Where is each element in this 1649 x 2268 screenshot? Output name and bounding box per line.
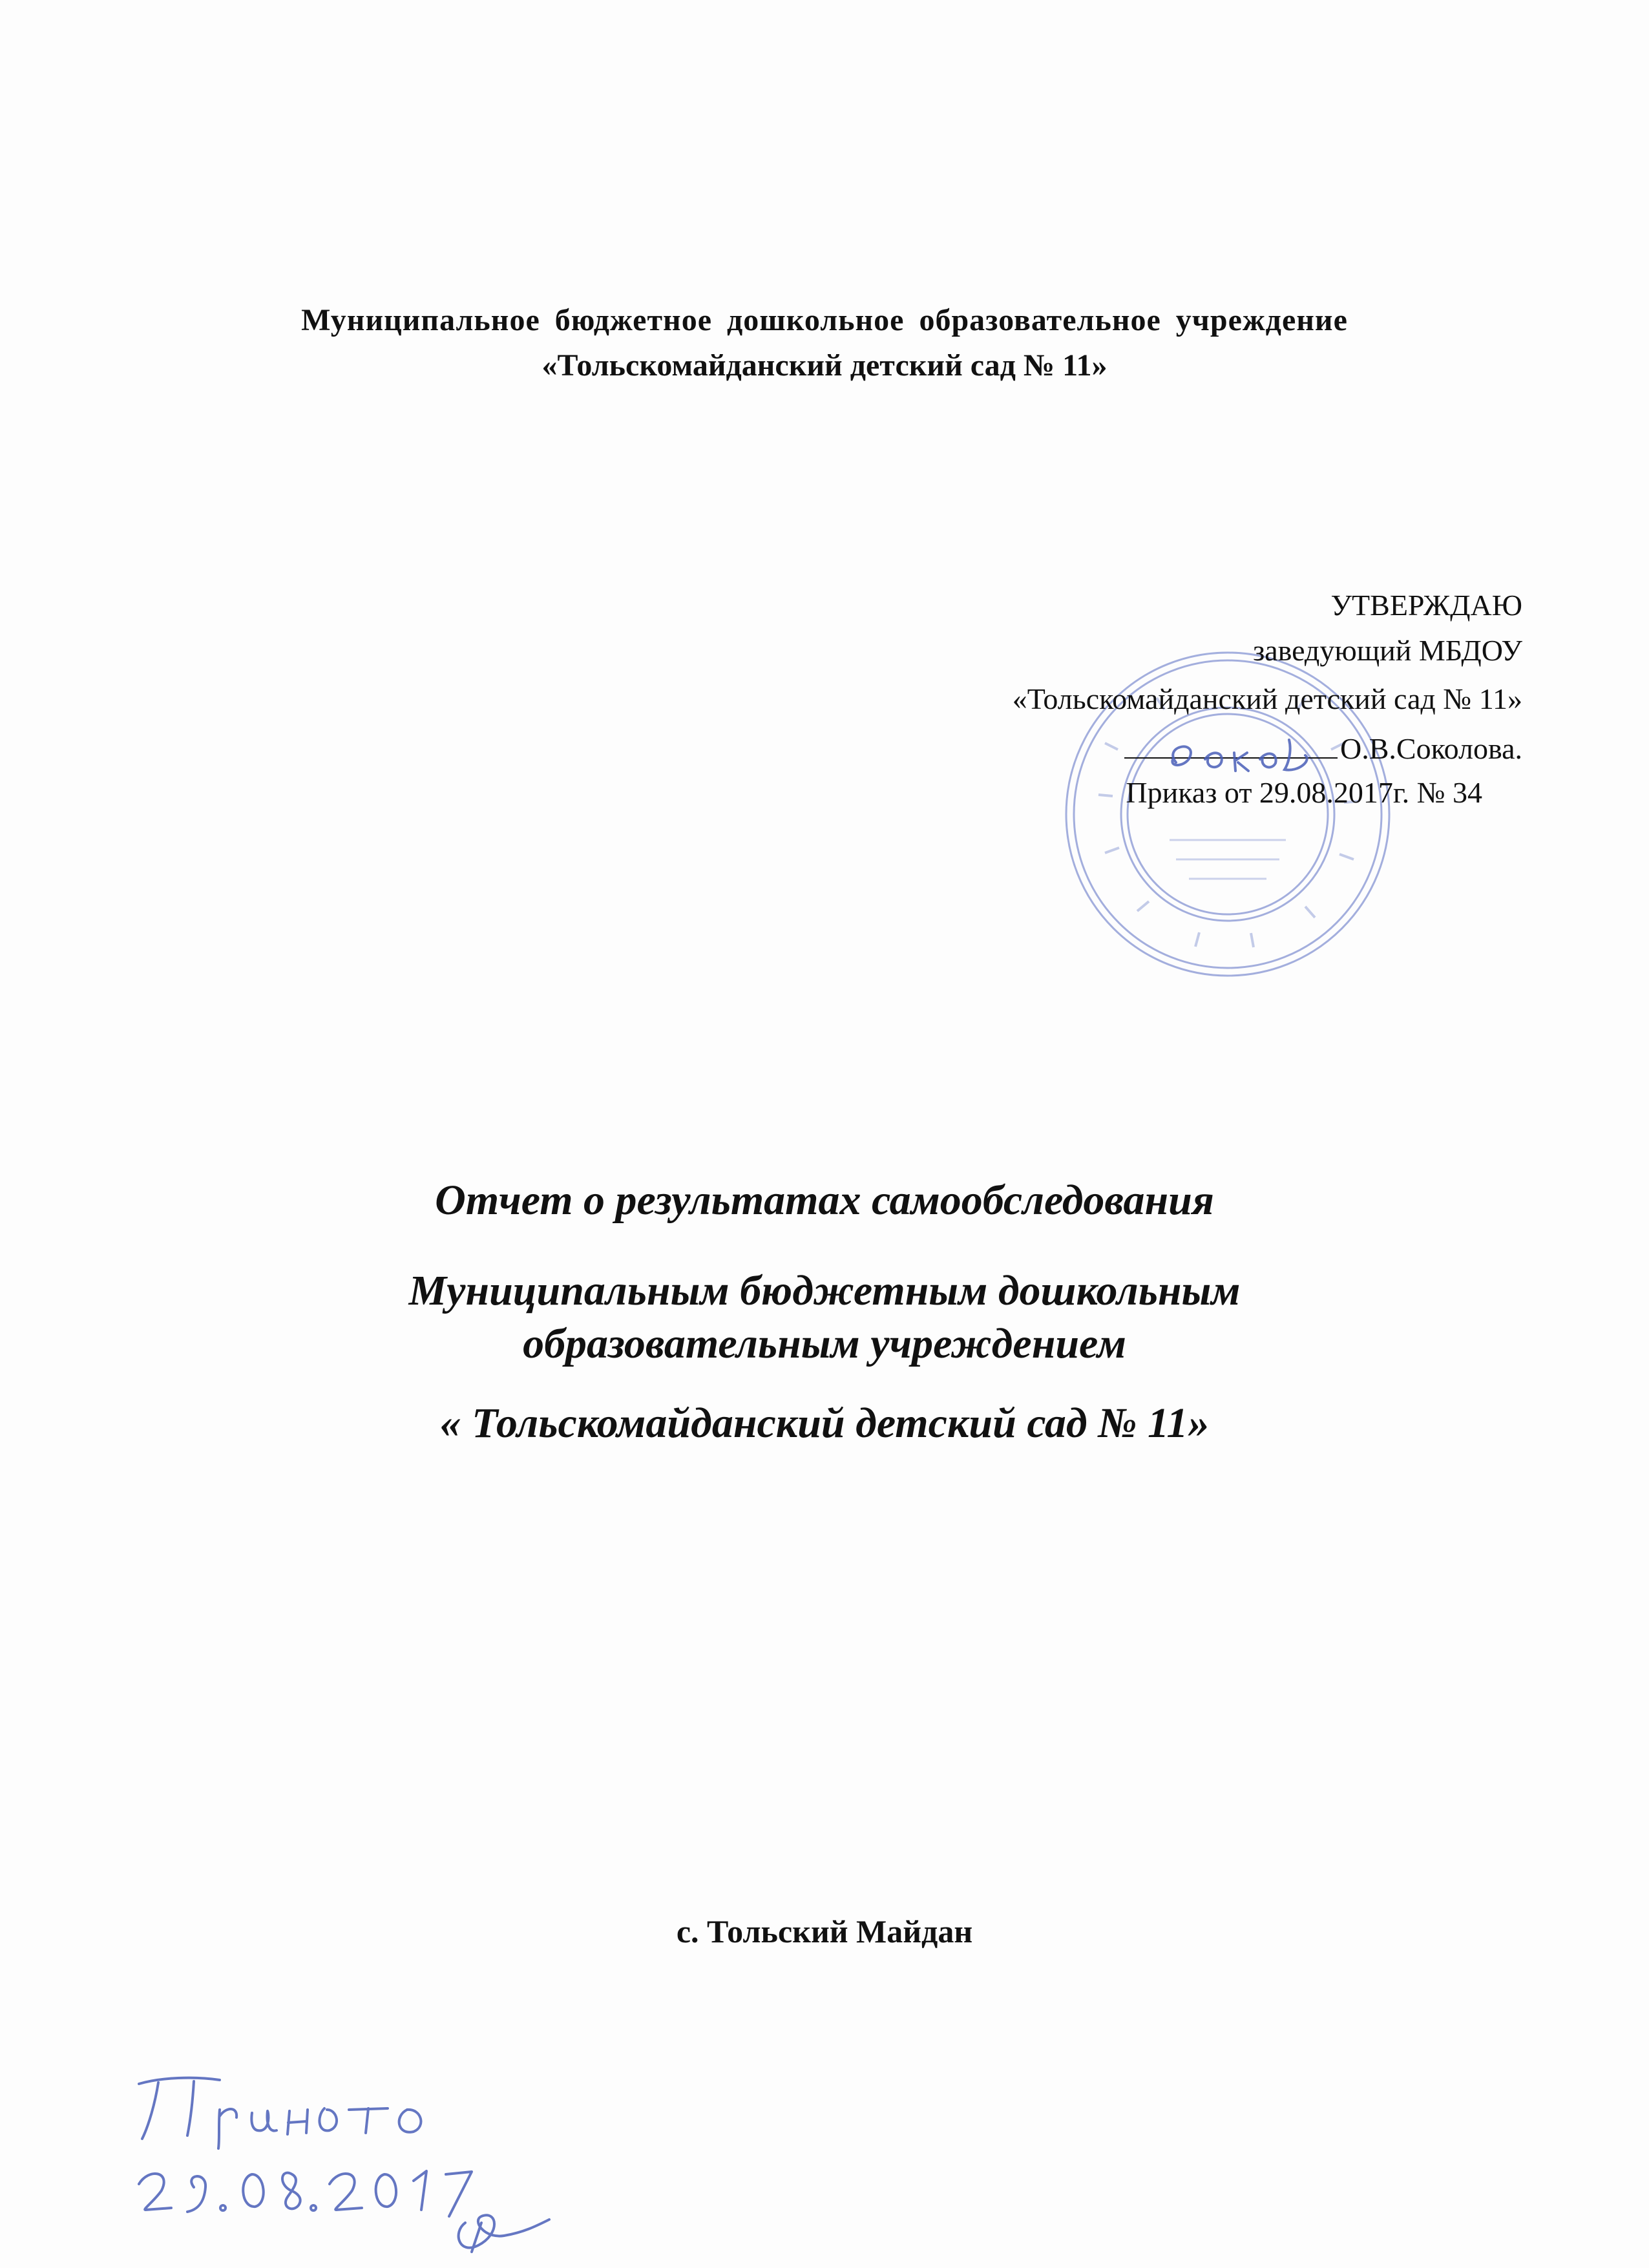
report-subtitle-line-1: Муниципальным бюджетным дошкольным [408,1267,1241,1314]
approver-name: О.В.Соколова. [1340,732,1522,765]
approval-position: заведующий МБДОУ [1253,634,1522,667]
approval-order: Приказ от 29.08.2017г. № 34 [1126,776,1482,809]
signature-image [1150,727,1331,785]
approval-organization: «Тольскомайданский детский сад № 11» [1012,682,1522,715]
organization-name-line-1: Муниципальное бюджетное дошкольное образовательное учреждение [301,303,1348,337]
report-title: Отчет о результатах самообследования [435,1177,1214,1224]
organization-name-line-2: «Тольскомайданский детский сад № 11» [541,348,1108,383]
handwritten-acceptance-note [123,2071,601,2258]
report-subtitle-line-2: образовательным учреждением [523,1320,1126,1367]
approval-heading: УТВЕРЖДАЮ [1330,589,1522,622]
report-subtitle-line-3: « Тольскомайданский детский сад № 11» [439,1400,1210,1447]
location-caption: с. Тольский Майдан [676,1913,973,1949]
